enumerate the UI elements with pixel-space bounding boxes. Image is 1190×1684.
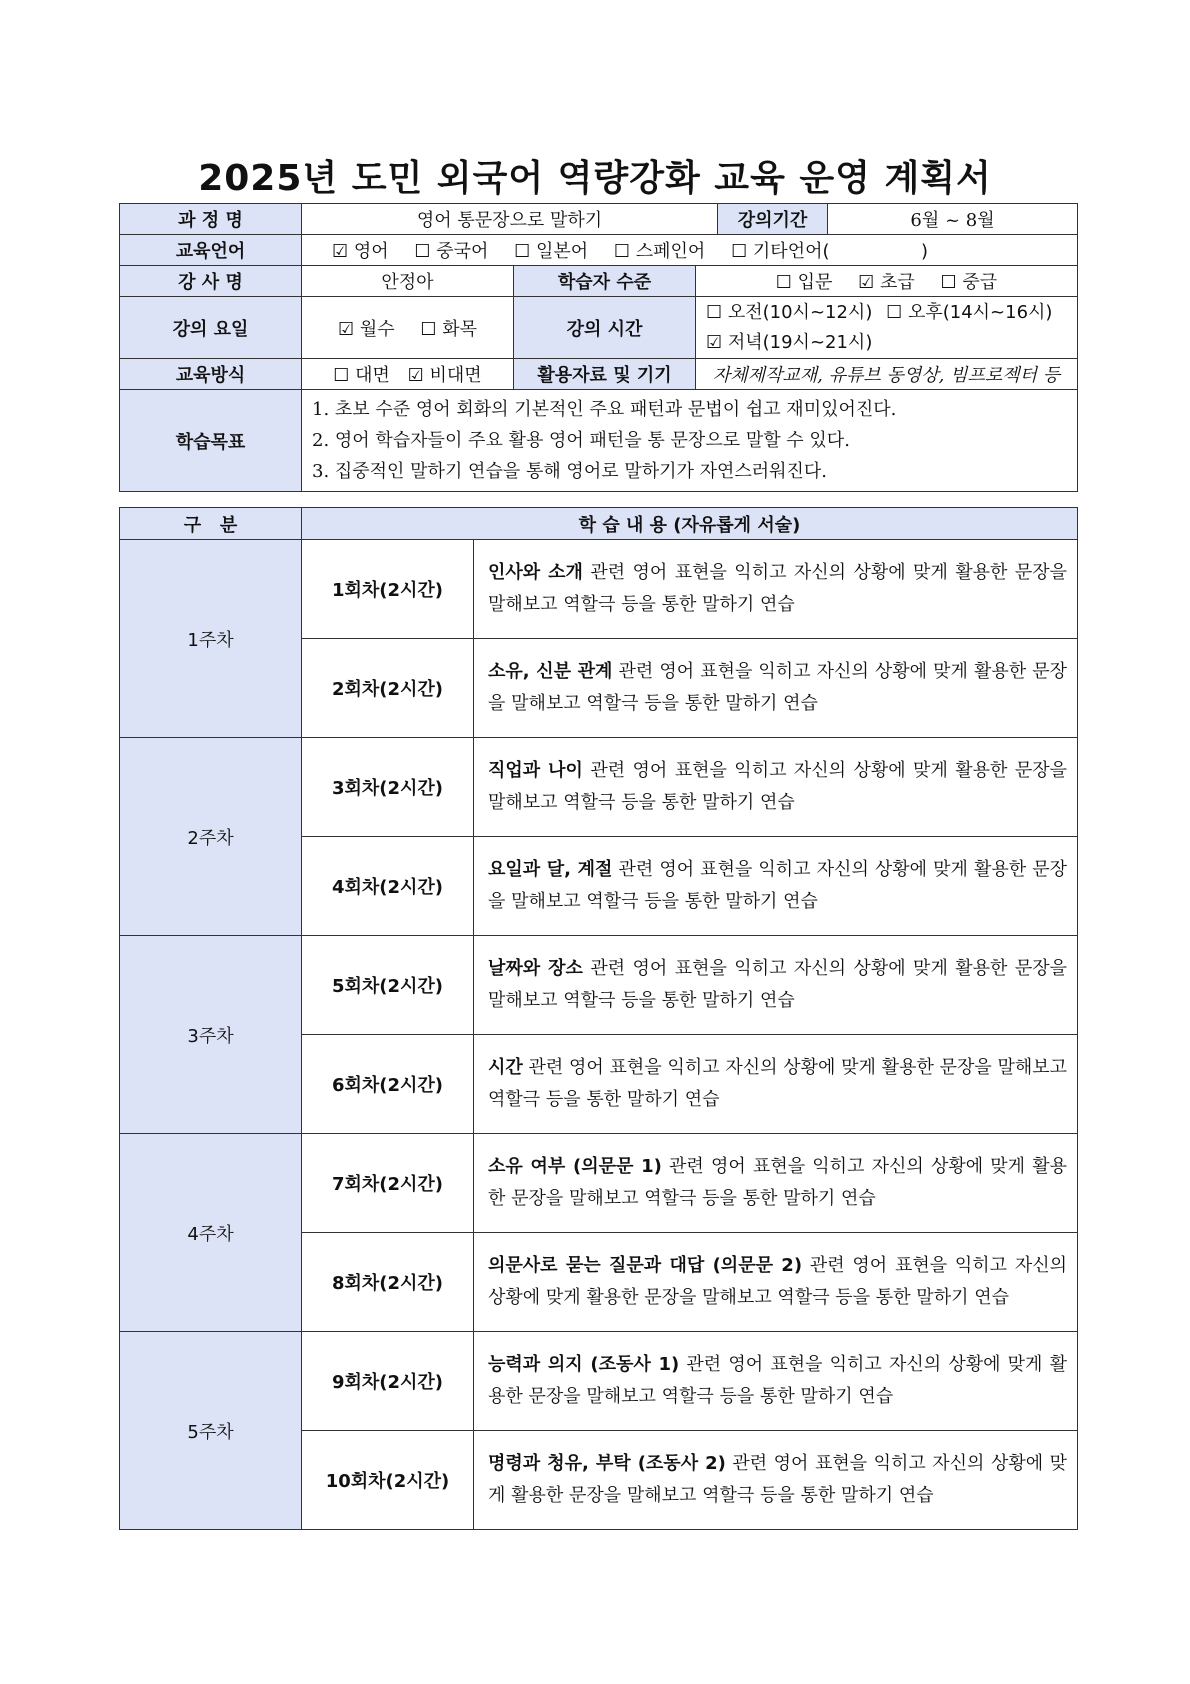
materials-value: 자체제작교재, 유튜브 동영상, 빔프로젝터 등 [696, 359, 1078, 390]
session-detail: 관련 영어 표현을 익히고 자신의 상황에 맞게 활용한 문장을 말해보고 역할극 등을 통한 말하기 연습 [488, 562, 1067, 615]
time-option-morning[interactable]: ☐ 오전(10시~12시) [706, 301, 873, 323]
session-label: 7회차(2시간) [302, 1134, 474, 1233]
session-topic: 능력과 의지 (조동사 1) [488, 1354, 680, 1375]
method-option-in-person[interactable]: ☐ 대면 [333, 365, 390, 386]
session-description [474, 738, 1078, 837]
session-description [474, 837, 1078, 936]
session-description [474, 1332, 1078, 1431]
goal-item: 1. 초보 수준 영어 회화의 기본적인 주요 패턴과 문법이 쉽고 재미있어진다. [312, 399, 897, 420]
day-option-mon-wed[interactable]: ☑ 월수 [337, 318, 395, 340]
day-options [302, 297, 514, 359]
session-detail: 관련 영어 표현을 익히고 자신의 상황에 맞게 활용한 문장을 말해보고 역할극 등을 통한 말하기 연습 [488, 661, 1068, 714]
schedule-body [120, 540, 1078, 1530]
language-option-other[interactable]: ☐ 기타언어( ) [731, 241, 929, 262]
time-option-evening[interactable]: ☑ 저녁(19시~21시) [706, 331, 873, 353]
session-topic: 의문사로 묻는 질문과 대답 (의문문 2) [488, 1255, 803, 1276]
level-option-elementary[interactable]: ☑ 초급 [858, 272, 915, 293]
week-label: 4주차 [120, 1134, 302, 1332]
schedule-table [119, 507, 1078, 1530]
session-description [474, 639, 1078, 738]
table-row [120, 738, 1078, 837]
goals-label: 학습목표 [120, 390, 302, 492]
language-options [302, 235, 1078, 266]
session-label: 9회차(2시간) [302, 1332, 474, 1431]
language-option-chinese[interactable]: ☐ 중국어 [414, 241, 489, 262]
time-label: 강의 시간 [514, 297, 696, 359]
session-detail: 관련 영어 표현을 익히고 자신의 상황에 맞게 활용한 문장을 말해보고 역할극 등을 통한 말하기 연습 [488, 1354, 1068, 1407]
level-options [696, 266, 1078, 297]
language-option-spanish[interactable]: ☐ 스페인어 [613, 241, 706, 262]
course-name-value: 영어 통문장으로 말하기 [302, 204, 718, 235]
session-label: 4회차(2시간) [302, 837, 474, 936]
instructor-value: 안정아 [302, 266, 514, 297]
goals-list [302, 390, 1078, 492]
session-detail: 관련 영어 표현을 익히고 자신의 상황에 맞게 활용한 문장을 말해보고 역할극 등을 통한 말하기 연습 [488, 1156, 1068, 1209]
session-topic: 소유, 신분 관계 [488, 661, 613, 682]
session-detail: 관련 영어 표현을 익히고 자신의 상황에 맞게 활용한 문장을 말해보고 역할극 등을 통한 말하기 연습 [488, 1453, 1068, 1506]
language-option-japanese[interactable]: ☐ 일본어 [514, 241, 589, 262]
table-row [120, 540, 1078, 639]
session-label: 1회차(2시간) [302, 540, 474, 639]
course-info-table [119, 203, 1078, 492]
level-option-intermediate[interactable]: ☐ 중급 [940, 272, 998, 293]
week-label: 5주차 [120, 1332, 302, 1530]
session-description [474, 936, 1078, 1035]
session-description [474, 1035, 1078, 1134]
session-topic: 명령과 청유, 부탁 (조동사 2) [488, 1453, 726, 1474]
period-value: 6월 ~ 8월 [828, 204, 1078, 235]
session-topic: 날짜와 장소 [488, 958, 583, 979]
session-label: 3회차(2시간) [302, 738, 474, 837]
session-description [474, 1134, 1078, 1233]
time-options [696, 297, 1078, 359]
goal-item: 2. 영어 학습자들이 주요 활용 영어 패턴을 통 문장으로 말할 수 있다. [312, 430, 850, 451]
course-name-label: 과 정 명 [120, 204, 302, 235]
session-label: 5회차(2시간) [302, 936, 474, 1035]
week-label: 3주차 [120, 936, 302, 1134]
session-detail: 관련 영어 표현을 익히고 자신의 상황에 맞게 활용한 문장을 말해보고 역할극 등을 통한 말하기 연습 [488, 859, 1068, 912]
session-label: 6회차(2시간) [302, 1035, 474, 1134]
session-topic: 시간 [488, 1057, 523, 1078]
instructor-label: 강 사 명 [120, 266, 302, 297]
session-topic: 인사와 소개 [488, 562, 583, 583]
week-label: 2주차 [120, 738, 302, 936]
session-detail: 관련 영어 표현을 익히고 자신의 상황에 맞게 활용한 문장을 말해보고 역할극 등을 통한 말하기 연습 [488, 760, 1067, 813]
session-label: 10회차(2시간) [302, 1431, 474, 1530]
session-topic: 직업과 나이 [488, 760, 583, 781]
level-label: 학습자 수준 [514, 266, 696, 297]
session-detail: 관련 영어 표현을 익히고 자신의 상황에 맞게 활용한 문장을 말해보고 역할극 등을 통한 말하기 연습 [488, 958, 1067, 1011]
schedule-col-content: 학 습 내 용 (자유롭게 서술) [302, 508, 1078, 540]
session-topic: 소유 여부 (의문문 1) [488, 1156, 662, 1177]
table-row [120, 1134, 1078, 1233]
day-option-tue-thu[interactable]: ☐ 화목 [420, 318, 477, 340]
language-option-english[interactable]: ☑ 영어 [332, 241, 389, 262]
session-description [474, 540, 1078, 639]
method-options [302, 359, 514, 390]
session-topic: 요일과 달, 계절 [488, 859, 613, 880]
period-label: 강의기간 [718, 204, 828, 235]
week-label: 1주차 [120, 540, 302, 738]
table-row [120, 1332, 1078, 1431]
session-description [474, 1233, 1078, 1332]
level-option-beginner[interactable]: ☐ 입문 [775, 272, 833, 293]
method-option-online[interactable]: ☑ 비대면 [407, 365, 482, 386]
session-label: 8회차(2시간) [302, 1233, 474, 1332]
session-detail: 관련 영어 표현을 익히고 자신의 상황에 맞게 활용한 문장을 말해보고 역할극 등을 통한 말하기 연습 [488, 1255, 1068, 1308]
day-label: 강의 요일 [120, 297, 302, 359]
method-label: 교육방식 [120, 359, 302, 390]
materials-label: 활용자료 및 기기 [514, 359, 696, 390]
time-option-afternoon[interactable]: ☐ 오후(14시~16시) [886, 301, 1053, 323]
session-detail: 관련 영어 표현을 익히고 자신의 상황에 맞게 활용한 문장을 말해보고 역할극 등을 통한 말하기 연습 [488, 1057, 1068, 1110]
schedule-col-division: 구 분 [120, 508, 302, 540]
goal-item: 3. 집중적인 말하기 연습을 통해 영어로 말하기가 자연스러워진다. [312, 461, 828, 482]
page-title: 2025년 도민 외국어 역량강화 교육 운영 계획서 [198, 158, 992, 199]
session-label: 2회차(2시간) [302, 639, 474, 738]
language-label: 교육언어 [120, 235, 302, 266]
table-row [120, 936, 1078, 1035]
session-description [474, 1431, 1078, 1530]
